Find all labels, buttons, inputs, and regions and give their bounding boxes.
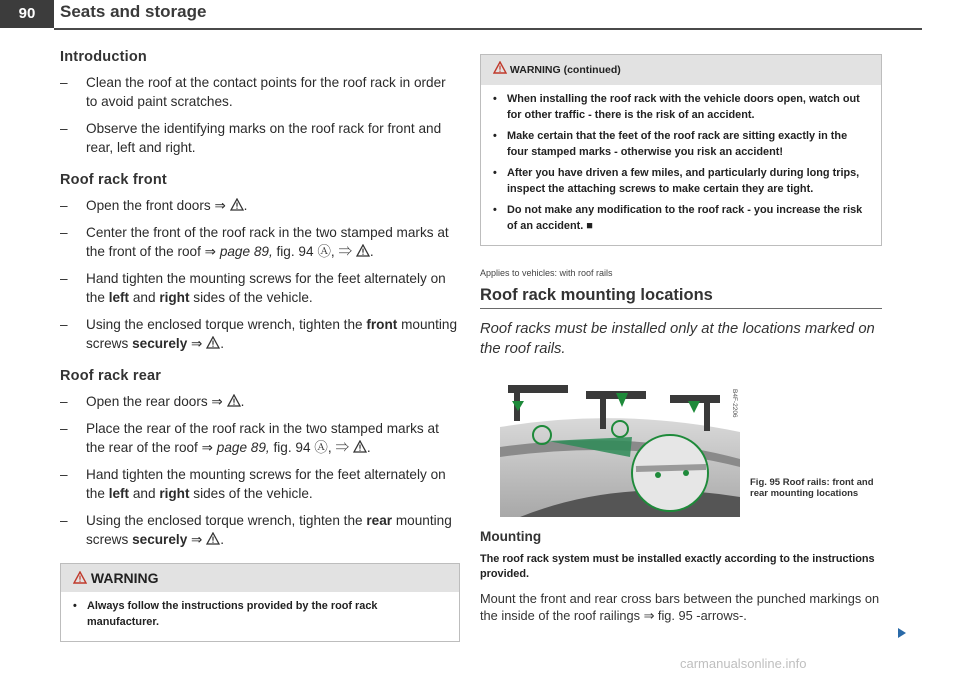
figure-95 [480, 377, 882, 517]
front-heading: Roof rack front [60, 172, 167, 188]
page-header [0, 0, 960, 30]
figure-caption: Fig. 95 Roof rails: front and rear mounting locations [750, 477, 874, 499]
warning-body [481, 85, 881, 245]
continue-arrow-icon [898, 628, 906, 638]
mounting-instruction: The roof rack system must be installed exactly according to the instructions provided. [480, 553, 875, 580]
warning-box [60, 563, 460, 642]
warning-item: • After you have driven a few miles, and particularly during long trips, inspect the attaching screws to make certain they are tight. [493, 167, 860, 195]
figure-code: B4F-2206 [731, 389, 738, 418]
warning-header: WARNING [61, 564, 459, 592]
intro-heading: Introduction [60, 49, 147, 65]
rear-step: – Place the rear of the roof rack in the two stamped marks at the rear of the roof ⇒ page 89, fig. 94 Ⓐ, ⇒ . [60, 421, 439, 455]
warning-body [61, 592, 459, 641]
warning-item: • Do not make any modification to the roof rack - you increase the risk of an accident. ■ [493, 204, 863, 232]
front-step: – Open the front doors ⇒ . [60, 198, 248, 213]
warning-item: • Always follow the instructions provided by the roof rack manufacturer. [73, 600, 378, 628]
page-reference-link[interactable]: page 89, [216, 440, 270, 455]
warning-triangle-icon [206, 532, 220, 545]
mounting-text: Mount the front and rear cross bars between the punched markings on the inside of the roof railings ⇒ fig. 95 -arrows-. [480, 591, 880, 623]
figure-callout: Ⓐ [314, 440, 328, 455]
right-column [480, 54, 882, 624]
warning-triangle-icon [353, 440, 367, 453]
watermark: carmanualsonline.info [680, 656, 807, 671]
front-step: – Hand tighten the mounting screws for the feet alternately on the left and right sides of the vehicle. [60, 271, 446, 305]
page-reference-link[interactable]: page 89, [219, 244, 273, 259]
warning-triangle-icon [206, 336, 220, 349]
header-rule [54, 28, 922, 30]
warning-triangle-icon [493, 61, 507, 74]
left-column [60, 48, 460, 642]
warning-triangle-icon [73, 571, 87, 584]
figure-callout: Ⓐ [317, 244, 331, 259]
front-step: – Using the enclosed torque wrench, tighten the front mounting screws securely ⇒ . [60, 317, 458, 351]
section-heading: Roof rack mounting locations [480, 286, 882, 309]
intro-step: – Clean the roof at the contact points for the roof rack in order to avoid paint scratches. [60, 75, 446, 109]
applies-note: Applies to vehicles: with roof rails [480, 268, 613, 278]
rear-step: – Open the rear doors ⇒ . [60, 394, 245, 409]
warning-triangle-icon [230, 198, 244, 211]
warning-header: WARNING (continued) [481, 55, 881, 85]
page-number: 90 [0, 0, 54, 28]
warning-triangle-icon [356, 244, 370, 257]
mounting-heading: Mounting [480, 529, 542, 544]
warning-item: • Make certain that the feet of the roof rack are sitting exactly in the four stamped marks - otherwise you risk an accident! [493, 130, 848, 158]
intro-step: – Observe the identifying marks on the roof rack for front and rear, left and right. [60, 121, 442, 155]
front-step: – Center the front of the roof rack in the two stamped marks at the front of the roof ⇒ page 89, fig. 94 Ⓐ, ⇒ . [60, 225, 449, 259]
lead-text: Roof racks must be installed only at the locations marked on the roof rails. [480, 321, 875, 357]
warning-triangle-icon [227, 394, 241, 407]
rear-step: – Hand tighten the mounting screws for the feet alternately on the left and right sides of the vehicle. [60, 467, 446, 501]
rear-step: – Using the enclosed torque wrench, tighten the rear mounting screws securely ⇒ . [60, 513, 452, 547]
section-title: Seats and storage [60, 2, 207, 21]
warning-item: • When installing the roof rack with the vehicle doors open, watch out for other traffic - there is the risk of an accident. [493, 93, 860, 121]
rear-heading: Roof rack rear [60, 368, 162, 384]
warning-box-continued [480, 54, 882, 246]
roof-rack-illustration [500, 377, 740, 517]
